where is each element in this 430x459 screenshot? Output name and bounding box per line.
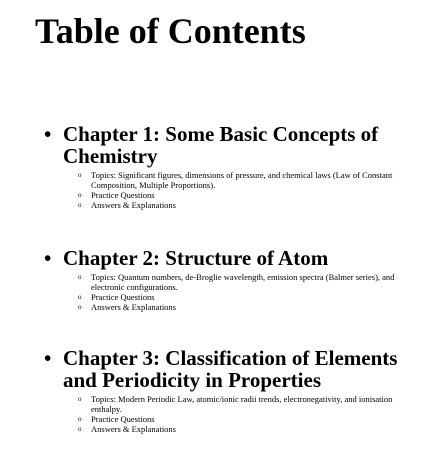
list-item-text: Answers & Explanations xyxy=(91,424,176,434)
chapter-title: Chapter 2: Structure of Atom xyxy=(63,246,329,270)
list-item xyxy=(78,190,401,200)
bullet-icon: • xyxy=(44,346,52,370)
circle-bullet-icon: o xyxy=(78,425,82,433)
list-item xyxy=(78,200,401,210)
list-item-text: Practice Questions xyxy=(91,190,155,200)
chapter-section-3 xyxy=(0,347,430,434)
circle-bullet-icon: o xyxy=(78,303,82,311)
list-item xyxy=(78,424,401,434)
list-item-text: Topics: Quantum numbers, de-Broglie wavelength, emission spectra (Balmer series), and electronic configurations. xyxy=(91,272,395,292)
chapter-title: Chapter 1: Some Basic Concepts of Chemistry xyxy=(63,122,379,168)
list-item xyxy=(78,170,401,190)
bullet-icon: • xyxy=(44,122,52,146)
circle-bullet-icon: o xyxy=(78,415,82,423)
list-item-text: Practice Questions xyxy=(91,414,155,424)
circle-bullet-icon: o xyxy=(78,395,82,403)
list-item-text: Answers & Explanations xyxy=(91,302,176,312)
list-item xyxy=(78,292,401,302)
topic-list xyxy=(0,394,401,434)
list-item-text: Topics: Modern Periodic Law, atomic/ionic radii trends, electronegativity, and ionisation enthalpy. xyxy=(91,394,393,414)
list-item xyxy=(78,272,401,292)
chapter-section-2 xyxy=(0,247,430,312)
list-item xyxy=(78,414,401,424)
circle-bullet-icon: o xyxy=(78,201,82,209)
chapter-title: Chapter 3: Classification of Elements and Periodicity in Properties xyxy=(63,346,398,392)
topic-list xyxy=(0,272,401,312)
chapter-section-1 xyxy=(0,123,430,210)
list-item xyxy=(78,394,401,414)
topic-list xyxy=(0,170,401,210)
chapter-heading xyxy=(0,347,403,391)
list-item-text: Answers & Explanations xyxy=(91,200,176,210)
circle-bullet-icon: o xyxy=(78,273,82,281)
list-item-text: Practice Questions xyxy=(91,292,155,302)
chapter-heading xyxy=(0,123,403,167)
list-item-text: Topics: Significant figures, dimensions of pressure, and chemical laws (Law of Constant Composition, Multiple Proportions). xyxy=(91,170,393,190)
chapter-heading xyxy=(0,247,403,269)
circle-bullet-icon: o xyxy=(78,171,82,179)
circle-bullet-icon: o xyxy=(78,191,82,199)
circle-bullet-icon: o xyxy=(78,293,82,301)
list-item xyxy=(78,302,401,312)
page-title: Table of Contents xyxy=(35,11,306,51)
bullet-icon: • xyxy=(44,246,52,270)
